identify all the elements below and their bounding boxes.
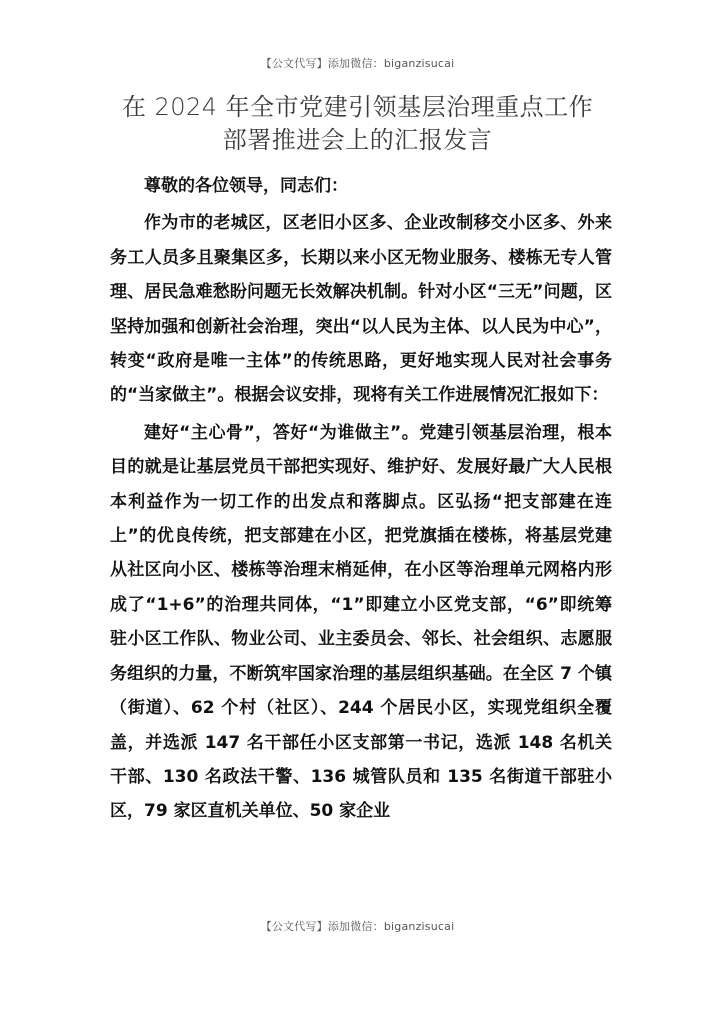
paragraph: 作为市的老城区，区老旧小区多、企业改制移交小区多、外来务工人员多且聚集区多，长期以来小区无物业服务、楼栋无专人管理、居民急难愁盼问题无长效解决机制。针对小区“三无”问题，区坚持加强和创新社会治理，突出“以人民为主体、以人民为中心”，转变“政府是唯一主体”的传统思路，更好地实现人民对社会事务的“当家做主”。根据会议安排，现将有关工作进展情况汇报如下： (110, 213, 612, 406)
header-watermark: 【公文代写】添加微信：biganzisucai (260, 57, 455, 70)
paragraph: 建好“主心骨”，答好“为谁做主”。党建引领基层治理，根本目的就是让基层党员干部把实现好、维护好、发展好最广大人民根本利益作为一切工作的出发点和落脚点。区弘扬“把支部建在连上”的优良传统，把支部建在小区，把党旗插在楼栋，将基层党建从社区向小区、楼栋等治理末梢延伸，在小区等治理单元网格内形成了“1+6”的治理共同体，“1”即建立小区党支部，“6”即统筹驻小区工作队、物业公司、业主委员会、邻长、社会组织、志愿服务组织的力量，不断筑牢国家治理的基层组织基础。在全区 7 个镇（街道）、62 个村（社区）、244 个居民小区，实现党组织全覆盖，并选派 147 名干部任小区支部第一书记，选派 148 名机关干部、130 名政法干警、136 城管队员和 135 名街道干部驻小区，79 家区直机关单位、50 家企业 (110, 422, 612, 822)
document-body (110, 169, 612, 829)
footer-watermark: 【公文代写】添加微信：biganzisucai (260, 920, 455, 933)
greeting: 尊敬的各位领导，同志们： (144, 176, 348, 196)
title-line-1: 在 2024 年全市党建引领基层治理重点工作 (121, 93, 594, 121)
title-line-2: 部署推进会上的汇报发言 (222, 126, 493, 154)
document-title (60, 91, 655, 157)
